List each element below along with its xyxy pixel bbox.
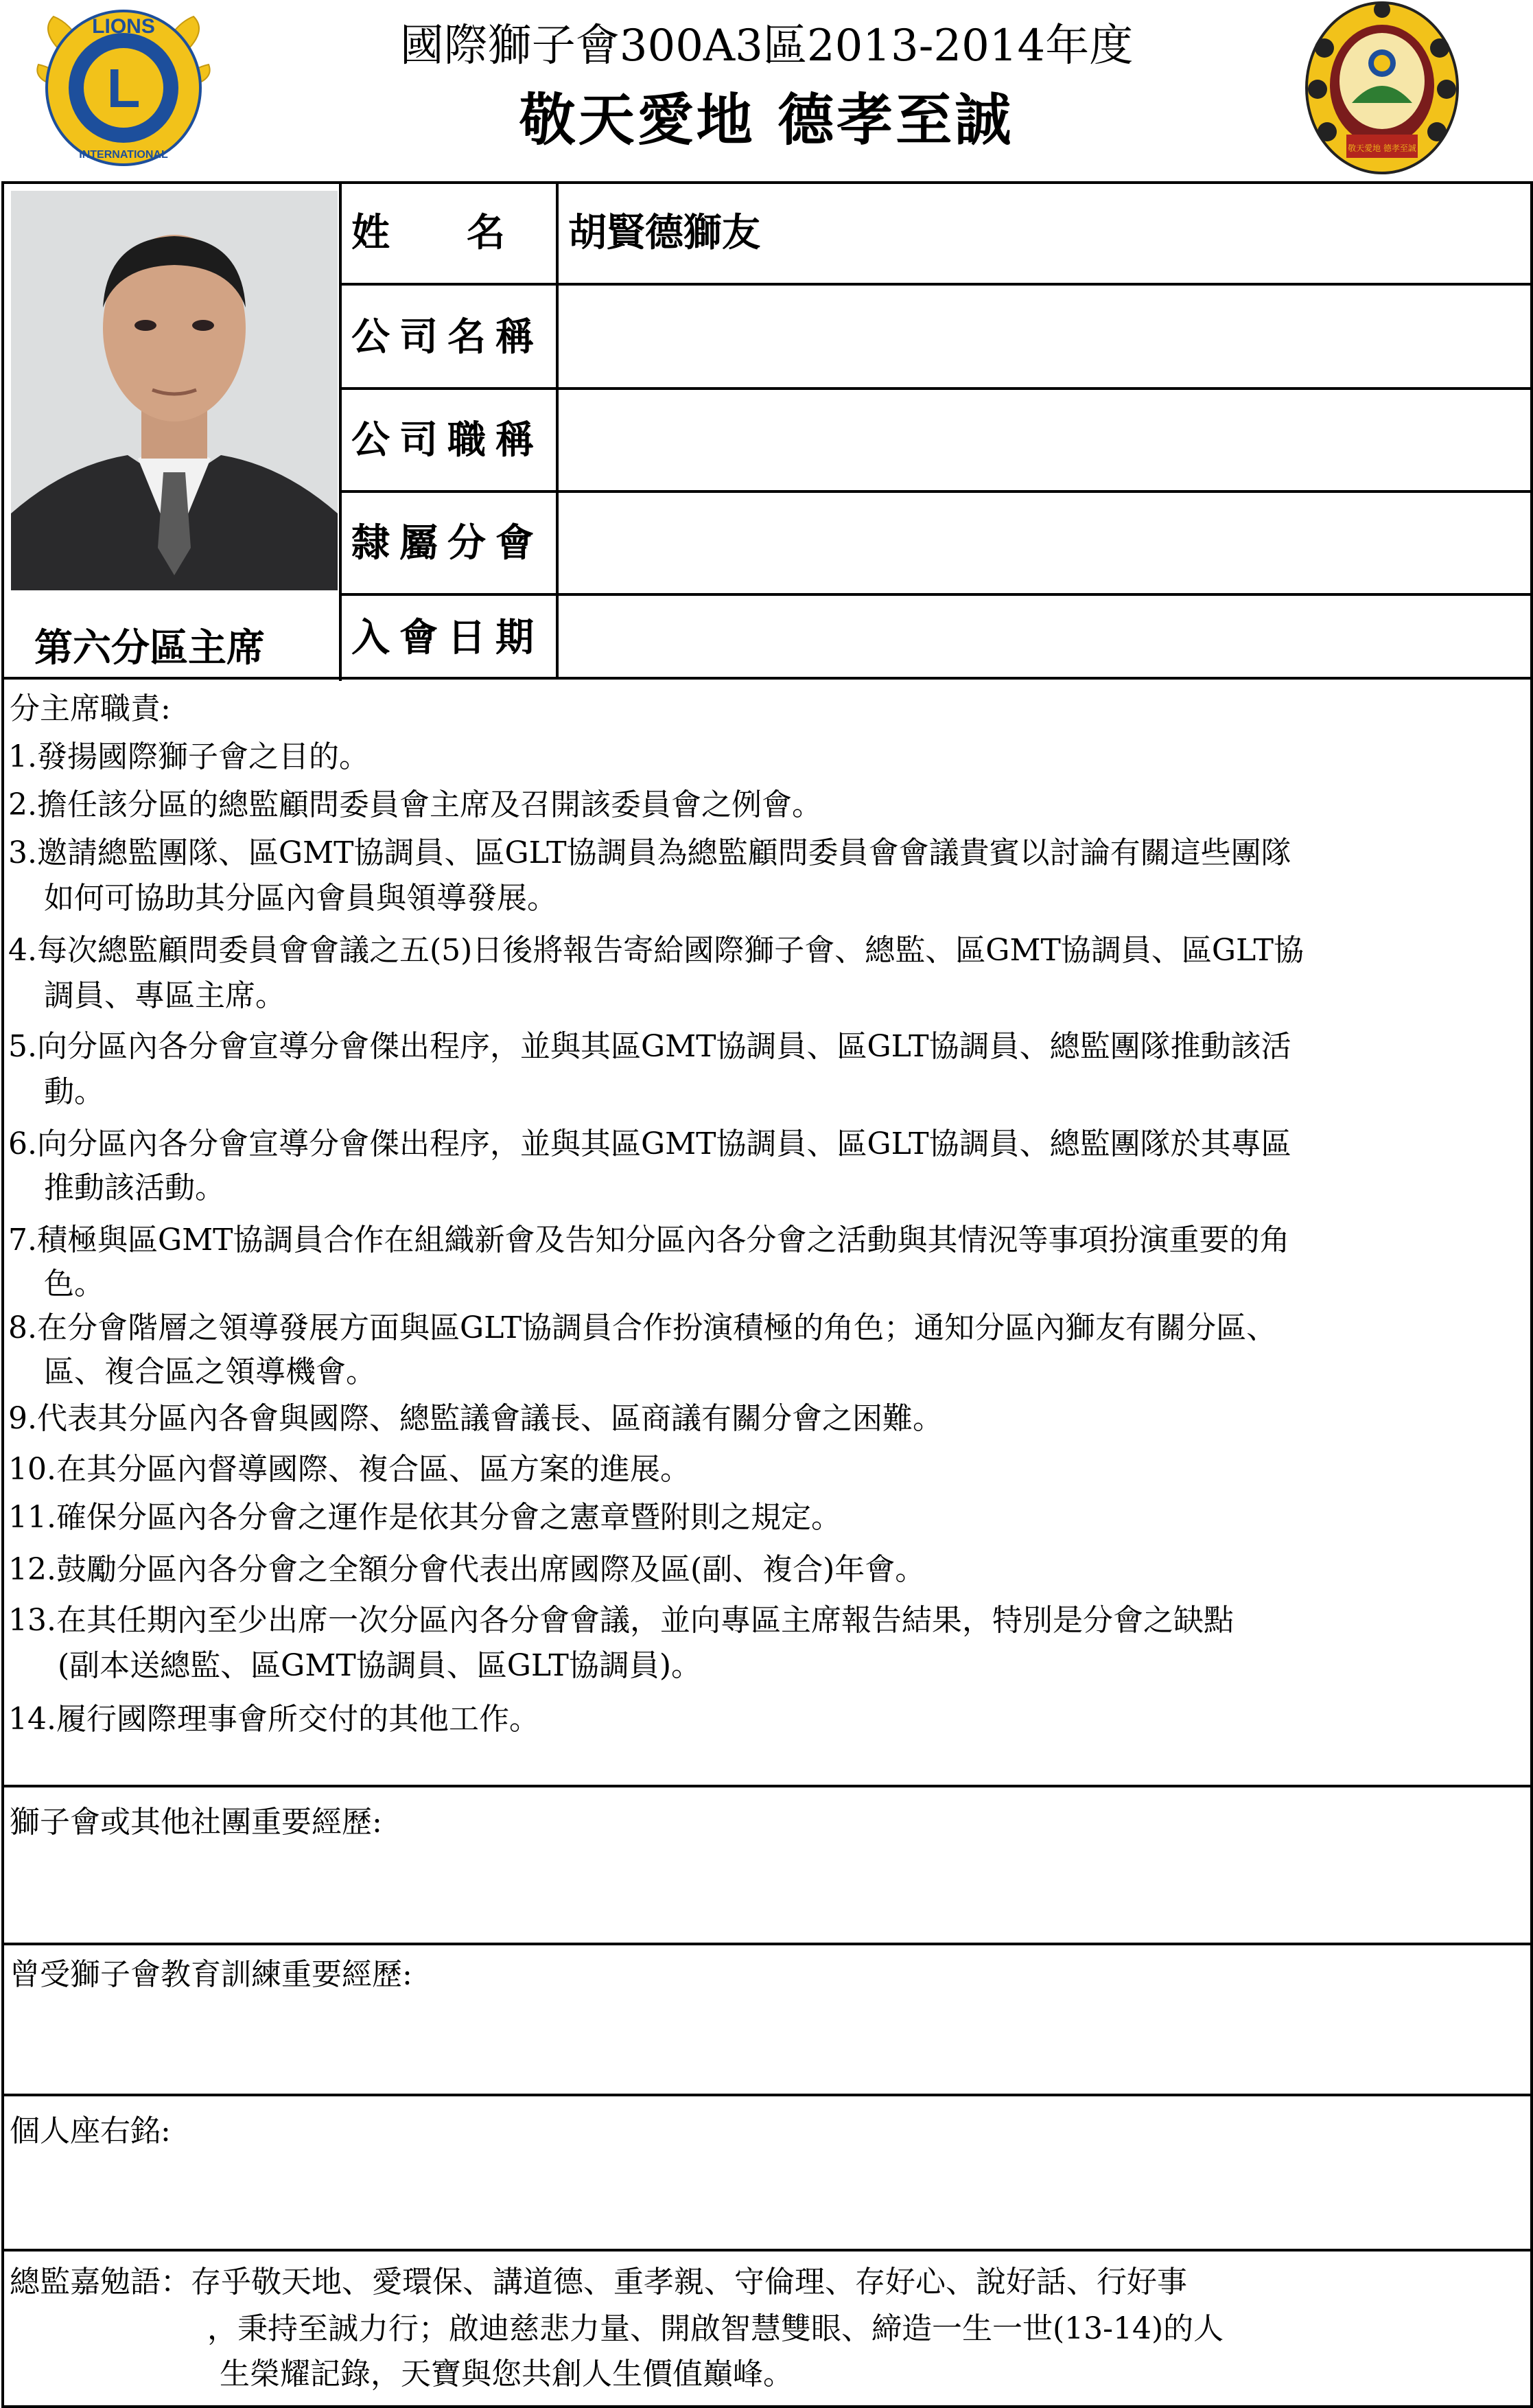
duty-item: 7.積極與區GMT協調員合作在組織新會及告知分區內各分會之活動與其情況等事項扮演重要的角 <box>8 1223 1290 1258</box>
duty-item: 2.擔任該分區的總監顧問委員會主席及召開該委員會之例會。 <box>8 787 822 822</box>
duty-item-continued: 推動該活動。 <box>44 1170 225 1205</box>
duty-item-continued: 調員、專區主席。 <box>44 978 285 1013</box>
field-label-company: 公司名稱 <box>351 314 543 360</box>
field-label-name: 姓 名 <box>351 210 505 255</box>
experience-heading: 獅子會或其他社團重要經歷: <box>10 1805 382 1840</box>
duty-item-continued: 區、複合區之領導機會。 <box>44 1354 376 1389</box>
field-label-join-date: 入會日期 <box>351 615 543 660</box>
member-photo <box>11 191 338 590</box>
governor-message-continued: ，秉持至誠力行；啟迪慈悲力量、開啟智慧雙眼、締造一生一世(13-14)的人 <box>207 2311 1224 2346</box>
duty-item: 3.邀請總監團隊、區GMT協調員、區GLT協調員為總監顧問委員會會議貴賓以討論有關這些團隊 <box>8 835 1291 870</box>
duty-item-continued: 動。 <box>44 1074 104 1109</box>
duty-item: 9.代表其分區內各會與國際、總監議會議長、區商議有關分會之困難。 <box>8 1401 943 1436</box>
duty-item-continued: (副本送總監、區GMT協調員、區GLT協調員)。 <box>58 1648 702 1683</box>
logo-top-text: LIONS <box>92 15 155 38</box>
duty-item: 8.在分會階層之領導發展方面與區GLT協調員合作扮演積極的角色；通知分區內獅友有關分區、 <box>8 1310 1277 1345</box>
field-value-name: 胡賢德獅友 <box>568 210 760 255</box>
field-label-job-title: 公司職稱 <box>351 417 543 463</box>
document-slogan: 敬天愛地 德孝至誠 <box>519 87 1014 153</box>
governor-message-continued: 生榮耀記錄，天寶與您共創人生價值巔峰。 <box>220 2357 793 2392</box>
duty-item: 4.每次總監顧問委員會會議之五(5)日後將報告寄給國際獅子會、總監、區GMT協調員、區GLT協 <box>8 933 1304 968</box>
duty-item: 12.鼓勵分區內各分會之全額分會代表出席國際及區(副、複合)年會。 <box>8 1552 926 1587</box>
logo-letter: L <box>106 58 141 119</box>
document-title: 國際獅子會300A3區2013-2014年度 <box>399 21 1134 71</box>
seal-text: 敬天愛地 德孝至誠 <box>1348 143 1416 153</box>
field-label-club: 隸屬分會 <box>351 520 543 566</box>
duty-item: 1.發揚國際獅子會之目的。 <box>8 739 369 774</box>
duty-item: 14.履行國際理事會所交付的其他工作。 <box>8 1702 539 1737</box>
governor-message: 總監嘉勉語：存乎敬天地、愛環保、講道德、重孝親、守倫理、存好心、說好話、行好事 <box>10 2265 1187 2300</box>
duty-item: 11.確保分區內各分會之運作是依其分會之憲章暨附則之規定。 <box>8 1500 841 1535</box>
duty-item-continued: 如何可協助其分區內會員與領導發展。 <box>44 881 557 916</box>
duty-item: 5.向分區內各分會宣導分會傑出程序，並與其區GMT協調員、區GLT協調員、總監團隊推動該活 <box>8 1029 1291 1064</box>
duty-item: 10.在其分區內督導國際、複合區、區方案的進展。 <box>8 1452 690 1487</box>
duty-item: 6.向分區內各分會宣導分會傑出程序，並與其區GMT協調員、區GLT協調員、總監團隊於其專區 <box>8 1126 1291 1161</box>
duties-heading: 分主席職責: <box>10 691 171 726</box>
logo-bottom-text: INTERNATIONAL <box>79 149 168 161</box>
duty-item-continued: 色。 <box>44 1266 104 1301</box>
duty-item: 13.在其任期內至少出席一次分區內各分會會議，並向專區主席報告結果，特別是分會之缺點 <box>8 1603 1234 1638</box>
position-caption: 第六分區主席 <box>34 625 265 671</box>
training-heading: 曾受獅子會教育訓練重要經歷: <box>10 1957 412 1992</box>
district-seal-logo <box>1304 0 1460 176</box>
motto-heading: 個人座右銘: <box>10 2114 171 2149</box>
